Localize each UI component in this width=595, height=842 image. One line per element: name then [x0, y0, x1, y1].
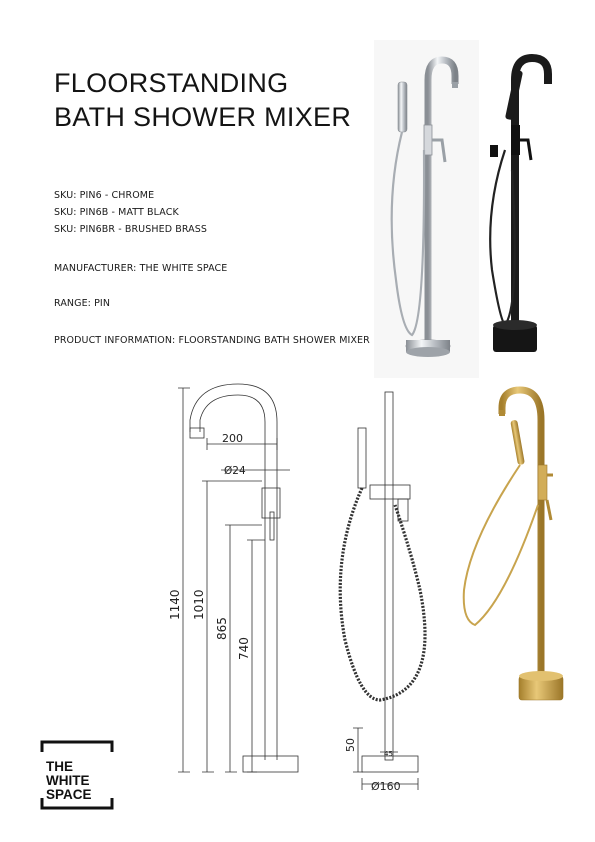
logo-word-white: WHITE [46, 773, 90, 788]
dim-label-50: 50 [344, 738, 357, 752]
dim-label-45: 45 [384, 750, 393, 758]
dim-label-200: 200 [222, 432, 243, 445]
front-view-handle [398, 499, 408, 521]
side-view-outlet [190, 428, 204, 438]
sku-brushed-brass: SKU: PIN6BR - BRUSHED BRASS [54, 224, 208, 235]
front-view-hose [340, 488, 425, 700]
the-white-space-logo [38, 738, 116, 811]
range-line: RANGE: PIN [54, 298, 111, 309]
dim-label-1140: 1140 [168, 589, 182, 620]
dim-line-1140 [178, 388, 190, 772]
front-view-base [362, 756, 418, 772]
side-view-handle [270, 512, 274, 540]
dim-label-160: Ø160 [371, 780, 401, 793]
dim-label-865: 865 [215, 617, 229, 640]
title-line-1: FLOORSTANDING [54, 68, 289, 98]
front-view-handshower [358, 428, 366, 488]
dim-label-740: 740 [237, 637, 251, 660]
product-information: PRODUCT INFORMATION: FLOORSTANDING BATH SHOWER MIXER [54, 335, 370, 346]
title-line-2: BATH SHOWER MIXER [54, 102, 352, 132]
front-view-valve [370, 485, 410, 499]
front-view-body [385, 392, 393, 760]
logo-word-space: SPACE [46, 787, 92, 802]
manufacturer-line: MANUFACTURER: THE WHITE SPACE [54, 263, 228, 274]
dim-label-24: Ø24 [224, 465, 246, 477]
dim-label-1010: 1010 [192, 589, 206, 620]
sku-chrome: SKU: PIN6 - CHROME [54, 190, 155, 201]
sku-matt-black: SKU: PIN6B - MATT BLACK [54, 207, 179, 218]
side-view-base [243, 756, 298, 772]
logo-word-the: THE [46, 759, 73, 774]
